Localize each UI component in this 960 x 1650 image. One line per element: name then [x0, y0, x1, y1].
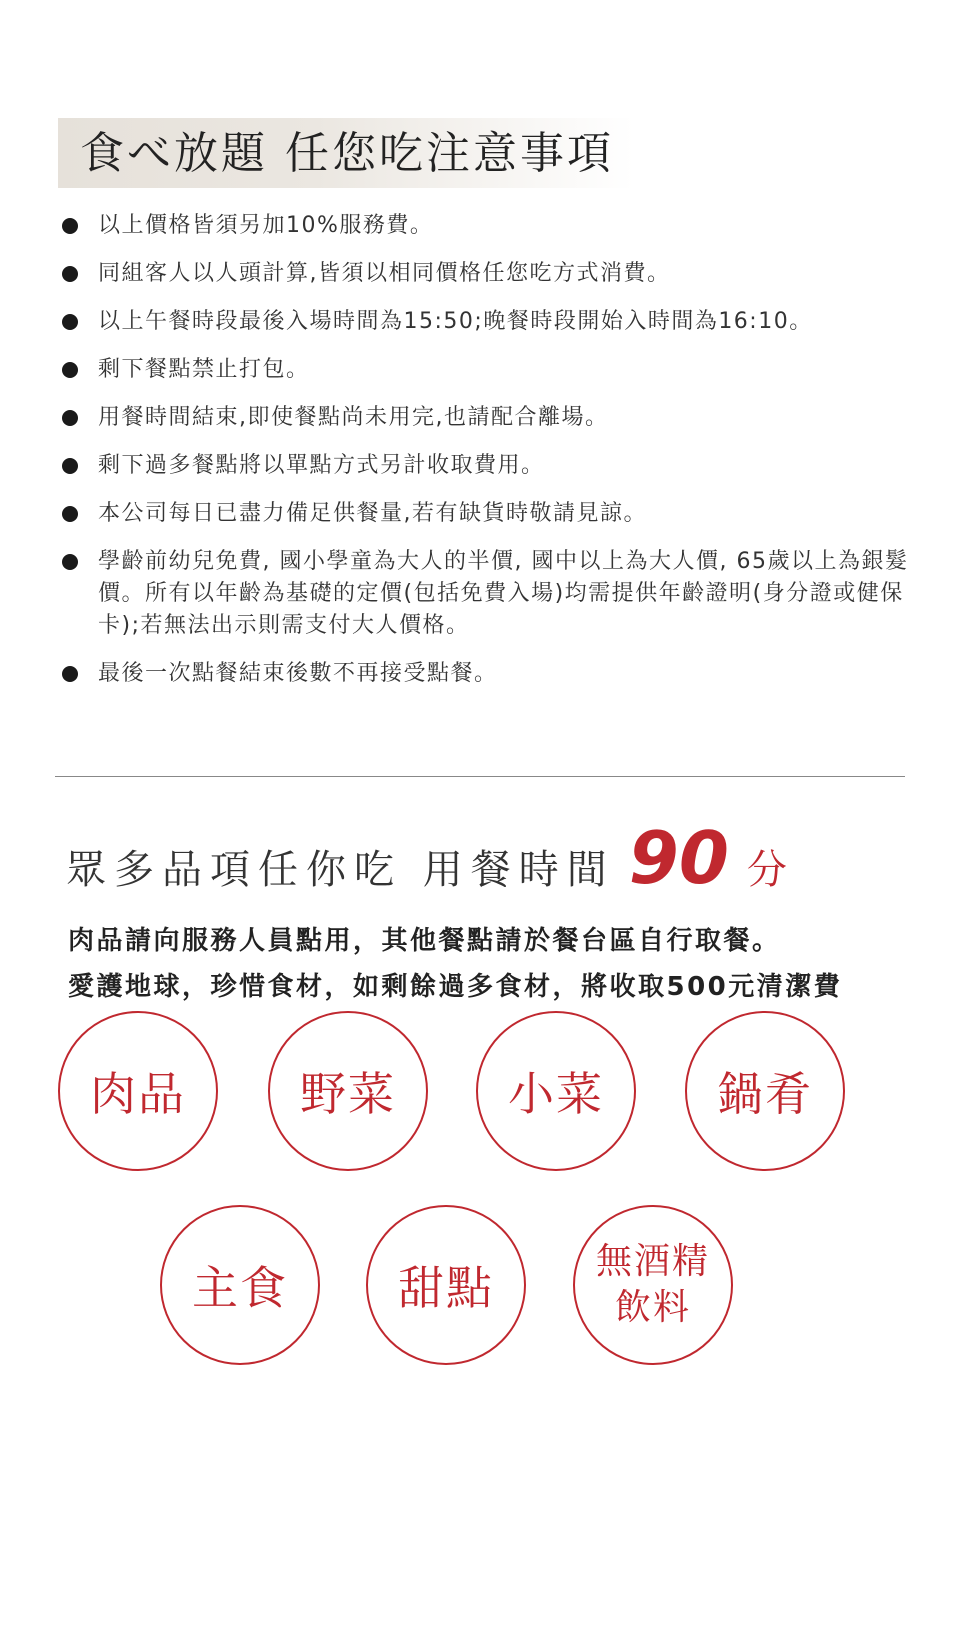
notice-item [62, 402, 912, 434]
notice-item-text: 最後一次點餐結束後數不再接受點餐。 [98, 661, 498, 686]
notice-item [62, 546, 912, 642]
category-label-line-1: 無酒精 [595, 1241, 710, 1282]
bullet-icon [62, 362, 78, 378]
notice-item-text: 剩下餐點禁止打包。 [98, 357, 310, 382]
instruction-line-1: 肉品請向服務人員點用，其他餐點請於餐台區自行取餐。 [68, 926, 781, 956]
category-hotpot [685, 1011, 845, 1171]
section-divider [55, 776, 905, 777]
buffet-heading [66, 818, 795, 910]
category-label: 小菜 [508, 1067, 604, 1121]
category-label-line-2: 飲料 [614, 1287, 691, 1328]
notice-item [62, 210, 912, 242]
notice-item [62, 658, 912, 690]
bullet-icon [62, 314, 78, 330]
category-label: 野菜 [300, 1067, 396, 1121]
bullet-icon [62, 458, 78, 474]
category-desserts [366, 1205, 526, 1365]
category-label: 主食 [192, 1261, 288, 1315]
category-label: 鍋肴 [717, 1067, 813, 1121]
notice-item-text: 用餐時間結束,即使餐點尚未用完,也請配合離場。 [98, 405, 609, 430]
notice-item-text: 剩下過多餐點將以單點方式另計收取費用。 [98, 453, 545, 478]
notice-title: 食べ放題 任您吃注意事項 [80, 128, 614, 179]
category-soft-drinks [573, 1205, 733, 1365]
notice-list [62, 210, 912, 706]
bullet-icon [62, 554, 78, 570]
bullet-icon [62, 666, 78, 682]
bullet-icon [62, 410, 78, 426]
notice-item [62, 498, 912, 530]
bullet-icon [62, 266, 78, 282]
category-label: 肉品 [90, 1067, 186, 1121]
dining-minutes: 90 [628, 816, 729, 900]
notice-item [62, 450, 912, 482]
category-meat [58, 1011, 218, 1171]
notice-item-text: 以上午餐時段最後入場時間為15:50;晚餐時段開始入時間為16:10。 [98, 309, 813, 334]
category-side-dishes [476, 1011, 636, 1171]
buffet-instructions [68, 918, 928, 1010]
instruction-line-2: 愛護地球，珍惜食材，如剩餘過多食材，將收取500元清潔費 [68, 972, 843, 1002]
notice-item-text: 學齡前幼兒免費, 國小學童為大人的半價, 國中以上為大人價, 65歲以上為銀髮價。所有以年齡為基礎的定價(包括免費入場)均需提供年齡證明(身分證或健保卡);若無法出示則需支付大人價格。 [98, 549, 909, 638]
category-staples [160, 1205, 320, 1365]
notice-item-text: 以上價格皆須另加10%服務費。 [98, 213, 434, 238]
notice-item [62, 354, 912, 386]
notice-item-text: 本公司每日已盡力備足供餐量,若有缺貨時敬請見諒。 [98, 501, 647, 526]
category-vegetables [268, 1011, 428, 1171]
minutes-unit: 分 [746, 847, 795, 893]
category-label: 甜點 [398, 1261, 494, 1315]
buffet-heading-text: 眾多品項任你吃 用餐時間 [66, 847, 615, 893]
notice-item [62, 258, 912, 290]
notice-item-text: 同組客人以人頭計算,皆須以相同價格任您吃方式消費。 [98, 261, 671, 286]
notice-item [62, 306, 912, 338]
bullet-icon [62, 506, 78, 522]
bullet-icon [62, 218, 78, 234]
